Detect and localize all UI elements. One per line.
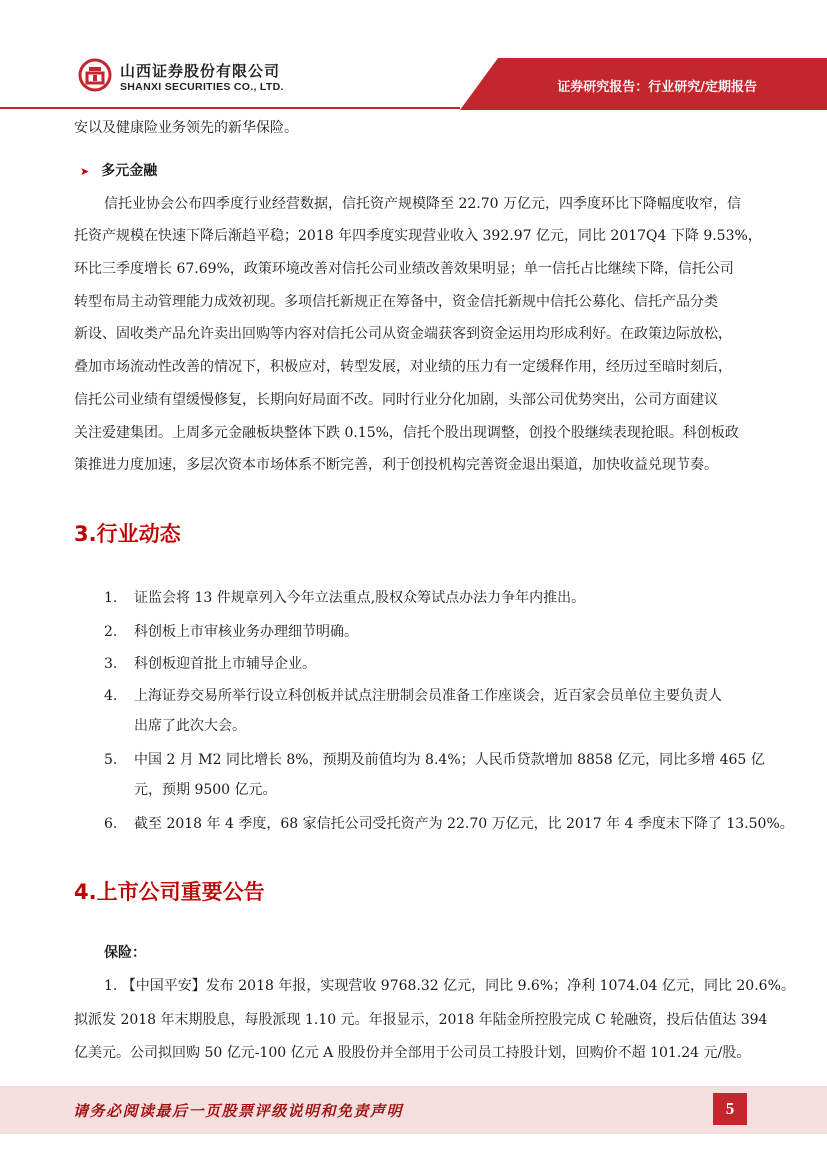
list-item-continuation: 出席了此次大会。	[134, 718, 246, 734]
list-item-continuation: 元，预期 9500 亿元。	[134, 782, 277, 798]
paragraph-line: 叠加市场流动性改善的情况下，积极应对，转型发展，对业绩的压力有一定缓释作用，经历过至暗时刻后，	[74, 359, 732, 375]
paragraph-line: 1. 【中国平安】发布 2018 年报，实现营收 9768.32 亿元，同比 9.6%；净利 1074.04 亿元，同比 20.6%。	[104, 978, 795, 994]
subsection-title: 多元金融	[101, 163, 158, 179]
list-item-number: 3.	[104, 656, 118, 672]
arrow-bullet-icon: ➤	[80, 165, 90, 178]
section-3-title: 3.行业动态	[74, 522, 181, 546]
report-type-label: 证券研究报告：行业研究/定期报告	[557, 80, 757, 95]
company-name-en: SHANXI SECURITIES CO., LTD.	[120, 81, 284, 93]
company-name-cn: 山西证券股份有限公司	[120, 62, 281, 80]
disclaimer-text: 请务必阅读最后一页股票评级说明和免责声明	[73, 1102, 404, 1120]
list-item: 中国 2 月 M2 同比增长 8%，预期及前值均为 8.4%；人民币贷款增加 8858 亿元，同比多增 465 亿	[134, 752, 765, 768]
paragraph-line: 拟派发 2018 年末期股息，每股派现 1.10 元。年报显示，2018 年陆金所控股完成 C 轮融资，投后估值达 394	[74, 1012, 768, 1028]
list-item-number: 4.	[104, 688, 118, 704]
page-header	[0, 0, 827, 110]
category-heading: 保险：	[104, 945, 146, 961]
list-item-number: 2.	[104, 624, 118, 640]
paragraph-line: 转型布局主动管理能力成效初现。多项信托新规正在筹备中，资金信托新规中信托公募化、信托产品分类	[74, 294, 718, 310]
intro-line: 安以及健康险业务领先的新华保险。	[74, 120, 298, 136]
page-footer	[0, 1086, 827, 1134]
paragraph-line: 环比三季度增长 67.69%，政策环境改善对信托公司业绩改善效果明显；单一信托占比继续下降，信托公司	[74, 261, 734, 277]
paragraph-line: 托资产规模在快速下降后渐趋平稳；2018 年四季度实现营业收入 392.97 亿元，同比 2017Q4 下降 9.53%，	[74, 228, 762, 244]
list-item-number: 6.	[104, 816, 118, 832]
section-4-title: 4.上市公司重要公告	[74, 880, 265, 904]
list-item-number: 5.	[104, 752, 118, 768]
paragraph-line: 信托公司业绩有望缓慢修复，长期向好局面不改。同时行业分化加剧，头部公司优势突出，公司方面建议	[74, 392, 718, 408]
paragraph-line: 关注爱建集团。上周多元金融板块整体下跌 0.15%，信托个股出现调整，创投个股继续表现抢眼。科创板政	[74, 425, 739, 441]
page-number: 5	[713, 1093, 747, 1125]
list-item: 证监会将 13 件规章列入今年立法重点,股权众筹试点办法力争年内推出。	[134, 590, 586, 606]
list-item: 上海证券交易所举行设立科创板并试点注册制会员准备工作座谈会，近百家会员单位主要负责人	[134, 688, 722, 704]
list-item-number: 1.	[104, 590, 118, 606]
subsection-heading	[80, 160, 157, 180]
company-logo-icon	[78, 58, 112, 92]
paragraph-line: 新设、固收类产品允许卖出回购等内容对信托公司从资金端获客到资金运用均形成利好。在政策边际放松，	[74, 326, 732, 342]
list-item: 科创板上市审核业务办理细节明确。	[134, 624, 358, 640]
paragraph-line: 策推进力度加速，多层次资本市场体系不断完善，利于创投机构完善资金退出渠道，加快收益兑现节奏。	[74, 457, 718, 473]
list-item: 科创板迎首批上市辅导企业。	[134, 656, 316, 672]
list-item: 截至 2018 年 4 季度，68 家信托公司受托资产为 22.70 万亿元，比 2017 年 4 季度末下降了 13.50%。	[134, 816, 794, 832]
paragraph-line: 信托业协会公布四季度行业经营数据，信托资产规模降至 22.70 万亿元，四季度环比下降幅度收窄，信	[104, 196, 741, 212]
paragraph-line: 亿美元。公司拟回购 50 亿元-100 亿元 A 股股份并全部用于公司员工持股计划，回购价不超 101.24 元/股。	[74, 1045, 751, 1061]
